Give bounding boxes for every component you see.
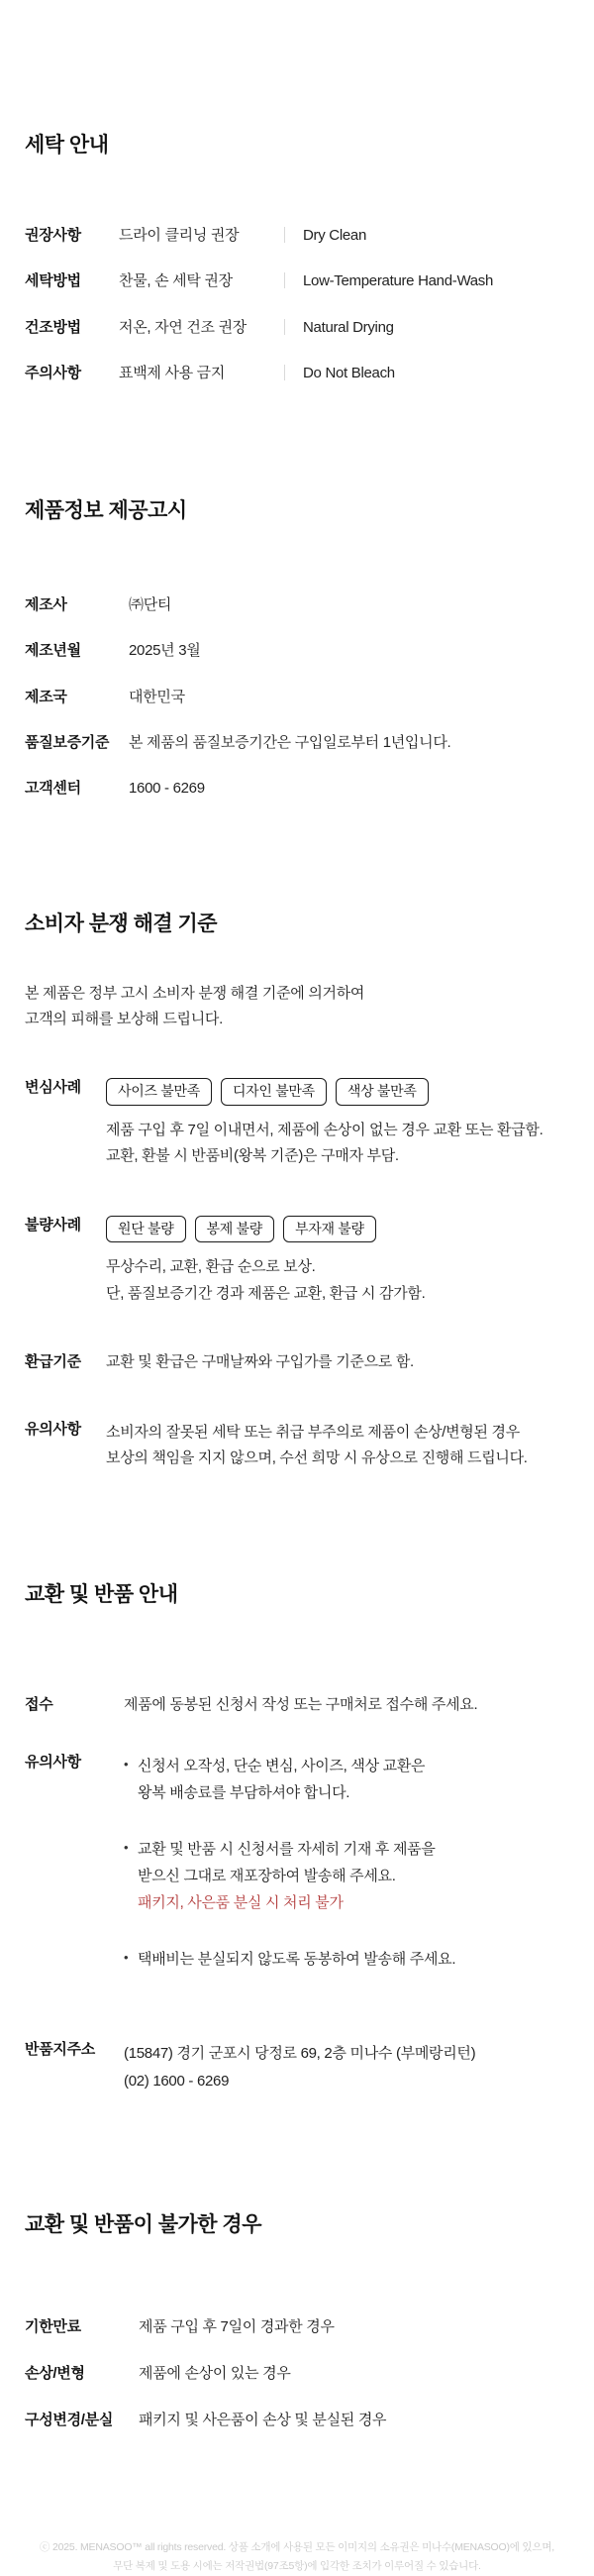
wash-guide-title: 세탁 안내 (25, 134, 109, 157)
wash-row (25, 318, 569, 338)
exchange-notice-row (25, 1753, 569, 2002)
product-info-value: 1600 - 6269 (129, 780, 205, 797)
wash-row-value-ko: 표백제 사용 금지 (119, 364, 226, 381)
refund-standard-value: 교환 및 환급은 구매날짜와 구입가를 기준으로 함. (106, 1352, 414, 1370)
wash-row-value-ko: 드라이 클리닝 권장 (119, 227, 240, 244)
no-exchange-value: 패키지 및 사은품이 손상 및 분실된 경우 (139, 2412, 387, 2429)
copyright-line2: 무단 복제 및 도용 시에는 저작권법(97조5항)에 입각한 조치가 이루어질 수 있습니다. (113, 2559, 481, 2572)
defect-label: 불량사례 (25, 1216, 81, 1234)
tag-chip: 부자재 불량 (283, 1216, 376, 1243)
section-dispute-resolution (25, 908, 569, 1471)
dispute-notice-label: 유의사항 (25, 1420, 81, 1438)
section-no-exchange (25, 2208, 569, 2431)
dispute-title: 소비자 분쟁 해결 기준 (25, 912, 218, 936)
dispute-intro-line2: 고객의 피해를 보상해 드립니다. (25, 1011, 223, 1028)
product-info-value: 대한민국 (129, 688, 185, 705)
no-exchange-row (25, 2364, 569, 2384)
exchange-notice-bullets (124, 1753, 455, 2002)
change-of-mind-row (25, 1078, 569, 1169)
product-info-label: 품질보증기준 (25, 733, 110, 751)
copyright-footer (25, 2538, 569, 2576)
bullet-line: 택배비는 분실되지 않도록 동봉하여 발송해 주세요. (138, 1951, 456, 1969)
section-wash-guide (25, 129, 569, 383)
wash-row-label: 건조방법 (25, 318, 81, 336)
receipt-value: 제품에 동봉된 신청서 작성 또는 구매처로 접수해 주세요. (124, 1696, 478, 1714)
product-info-label: 제조사 (25, 596, 67, 613)
bullet-line: 신청서 오작성, 단순 변심, 사이즈, 색상 교환은 (138, 1758, 426, 1775)
bullet-icon: • (124, 1757, 129, 1772)
dispute-notice-row (25, 1420, 569, 1471)
exchange-notice-label: 유의사항 (25, 1754, 81, 1771)
change-of-mind-tags (106, 1078, 543, 1106)
vertical-divider (284, 272, 285, 288)
bullet-line: 왕복 배송료를 부담하셔야 합니다. (138, 1784, 350, 1802)
return-address-phone: (02) 1600 - 6269 (124, 2073, 230, 2091)
no-exchange-row (25, 2317, 569, 2337)
bullet-item (124, 1836, 455, 1916)
dispute-notice-line2: 보상의 책임을 지지 않으며, 수선 희망 시 유상으로 진행해 드립니다. (106, 1449, 528, 1466)
defect-tags (106, 1216, 425, 1243)
product-info-label: 제조국 (25, 688, 67, 705)
dispute-notice-line1: 소비자의 잘못된 세탁 또는 취급 부주의로 제품이 손상/변형된 경우 (106, 1423, 520, 1441)
dispute-notice-text (106, 1420, 528, 1471)
product-info-row (25, 779, 569, 799)
wash-row-value-en: Do Not Bleach (303, 364, 395, 381)
change-of-mind-label: 변심사례 (25, 1079, 81, 1097)
tag-chip: 봉제 불량 (195, 1216, 275, 1243)
bullet-warning-red: 패키지, 사은품 분실 시 처리 불가 (138, 1894, 344, 1912)
wash-row (25, 226, 569, 246)
product-info-row (25, 641, 569, 661)
refund-standard-label: 환급기준 (25, 1352, 81, 1370)
vertical-divider (284, 227, 285, 243)
wash-row-value-ko: 찬물, 손 세탁 권장 (119, 272, 233, 290)
change-of-mind-line1: 제품 구입 후 7일 이내면서, 제품에 손상이 없는 경우 교환 또는 환급함. (106, 1122, 544, 1139)
tag-chip: 디자인 불만족 (221, 1078, 327, 1106)
vertical-divider (284, 319, 285, 335)
bullet-item (124, 1946, 455, 1973)
bullet-icon: • (124, 1840, 129, 1856)
product-info-row (25, 595, 569, 615)
tag-chip: 원단 불량 (106, 1216, 186, 1243)
bullet-line: 교환 및 반품 시 신청서를 자세히 기재 후 제품을 (138, 1841, 436, 1859)
tag-chip: 색상 불만족 (336, 1078, 429, 1106)
no-exchange-value: 제품 구입 후 7일이 경과한 경우 (139, 2317, 335, 2335)
tag-chip: 사이즈 불만족 (106, 1078, 212, 1106)
change-of-mind-line2: 교환, 환불 시 반품비(왕복 기준)은 구매자 부담. (106, 1147, 399, 1165)
product-info-value: ㈜단티 (129, 596, 172, 613)
return-address-label: 반품지주소 (25, 2041, 95, 2059)
copyright-line1: ⓒ 2025. MENASOO™ all rights reserved. 상품 소개에 사용된 모든 이미지의 소유권은 미나수(MENASOO)에 있으며, (40, 2540, 554, 2553)
wash-row-value-ko: 저온, 자연 건조 권장 (119, 318, 247, 336)
wash-row-label: 권장사항 (25, 227, 81, 244)
no-exchange-value: 제품에 손상이 있는 경우 (139, 2365, 291, 2383)
product-info-value: 본 제품의 품질보증기간은 구입일로부터 1년입니다. (129, 733, 451, 751)
section-product-info (25, 494, 569, 799)
no-exchange-title: 교환 및 반품이 불가한 경우 (25, 2212, 261, 2236)
no-exchange-label: 구성변경/분실 (25, 2412, 114, 2429)
defect-description (106, 1254, 425, 1306)
bullet-line: 받으신 그대로 재포장하여 발송해 주세요. (138, 1868, 396, 1885)
vertical-divider (284, 365, 285, 380)
wash-row-value-en: Low-Temperature Hand-Wash (303, 272, 494, 290)
return-address-value (124, 2040, 475, 2095)
product-info-row (25, 688, 569, 707)
exchange-title: 교환 및 반품 안내 (25, 1583, 178, 1607)
bullet-item (124, 1753, 455, 1806)
wash-row-value-en: Dry Clean (303, 227, 366, 244)
product-info-title: 제품정보 제공고시 (25, 499, 187, 522)
return-address-row (25, 2040, 569, 2095)
no-exchange-row (25, 2411, 569, 2430)
receipt-label: 접수 (25, 1696, 53, 1714)
bullet-icon: • (124, 1950, 129, 1966)
wash-row-label: 세탁방법 (25, 272, 81, 290)
defect-row (25, 1216, 569, 1307)
product-info-label: 제조년월 (25, 642, 81, 660)
wash-row (25, 364, 569, 383)
dispute-intro-line1: 본 제품은 정부 고시 소비자 분쟁 해결 기준에 의거하여 (25, 985, 365, 1003)
dispute-intro (25, 981, 569, 1032)
product-info-value: 2025년 3월 (129, 642, 201, 660)
section-exchange-return (25, 1578, 569, 2095)
defect-line1: 무상수리, 교환, 환급 순으로 보상. (106, 1258, 316, 1276)
receipt-row (25, 1695, 569, 1715)
no-exchange-label: 손상/변형 (25, 2365, 85, 2383)
return-address-line1: (15847) 경기 군포시 당정로 69, 2층 미나수 (부메랑리턴) (124, 2045, 476, 2063)
product-info-row (25, 733, 569, 753)
wash-row-value-en: Natural Drying (303, 318, 394, 336)
defect-line2: 단, 품질보증기간 경과 제품은 교환, 환급 시 감가함. (106, 1284, 426, 1302)
wash-row (25, 271, 569, 291)
no-exchange-label: 기한만료 (25, 2317, 81, 2335)
wash-row-label: 주의사항 (25, 364, 81, 381)
refund-standard-row (25, 1352, 569, 1372)
product-info-label: 고객센터 (25, 780, 81, 797)
change-of-mind-description (106, 1118, 543, 1169)
